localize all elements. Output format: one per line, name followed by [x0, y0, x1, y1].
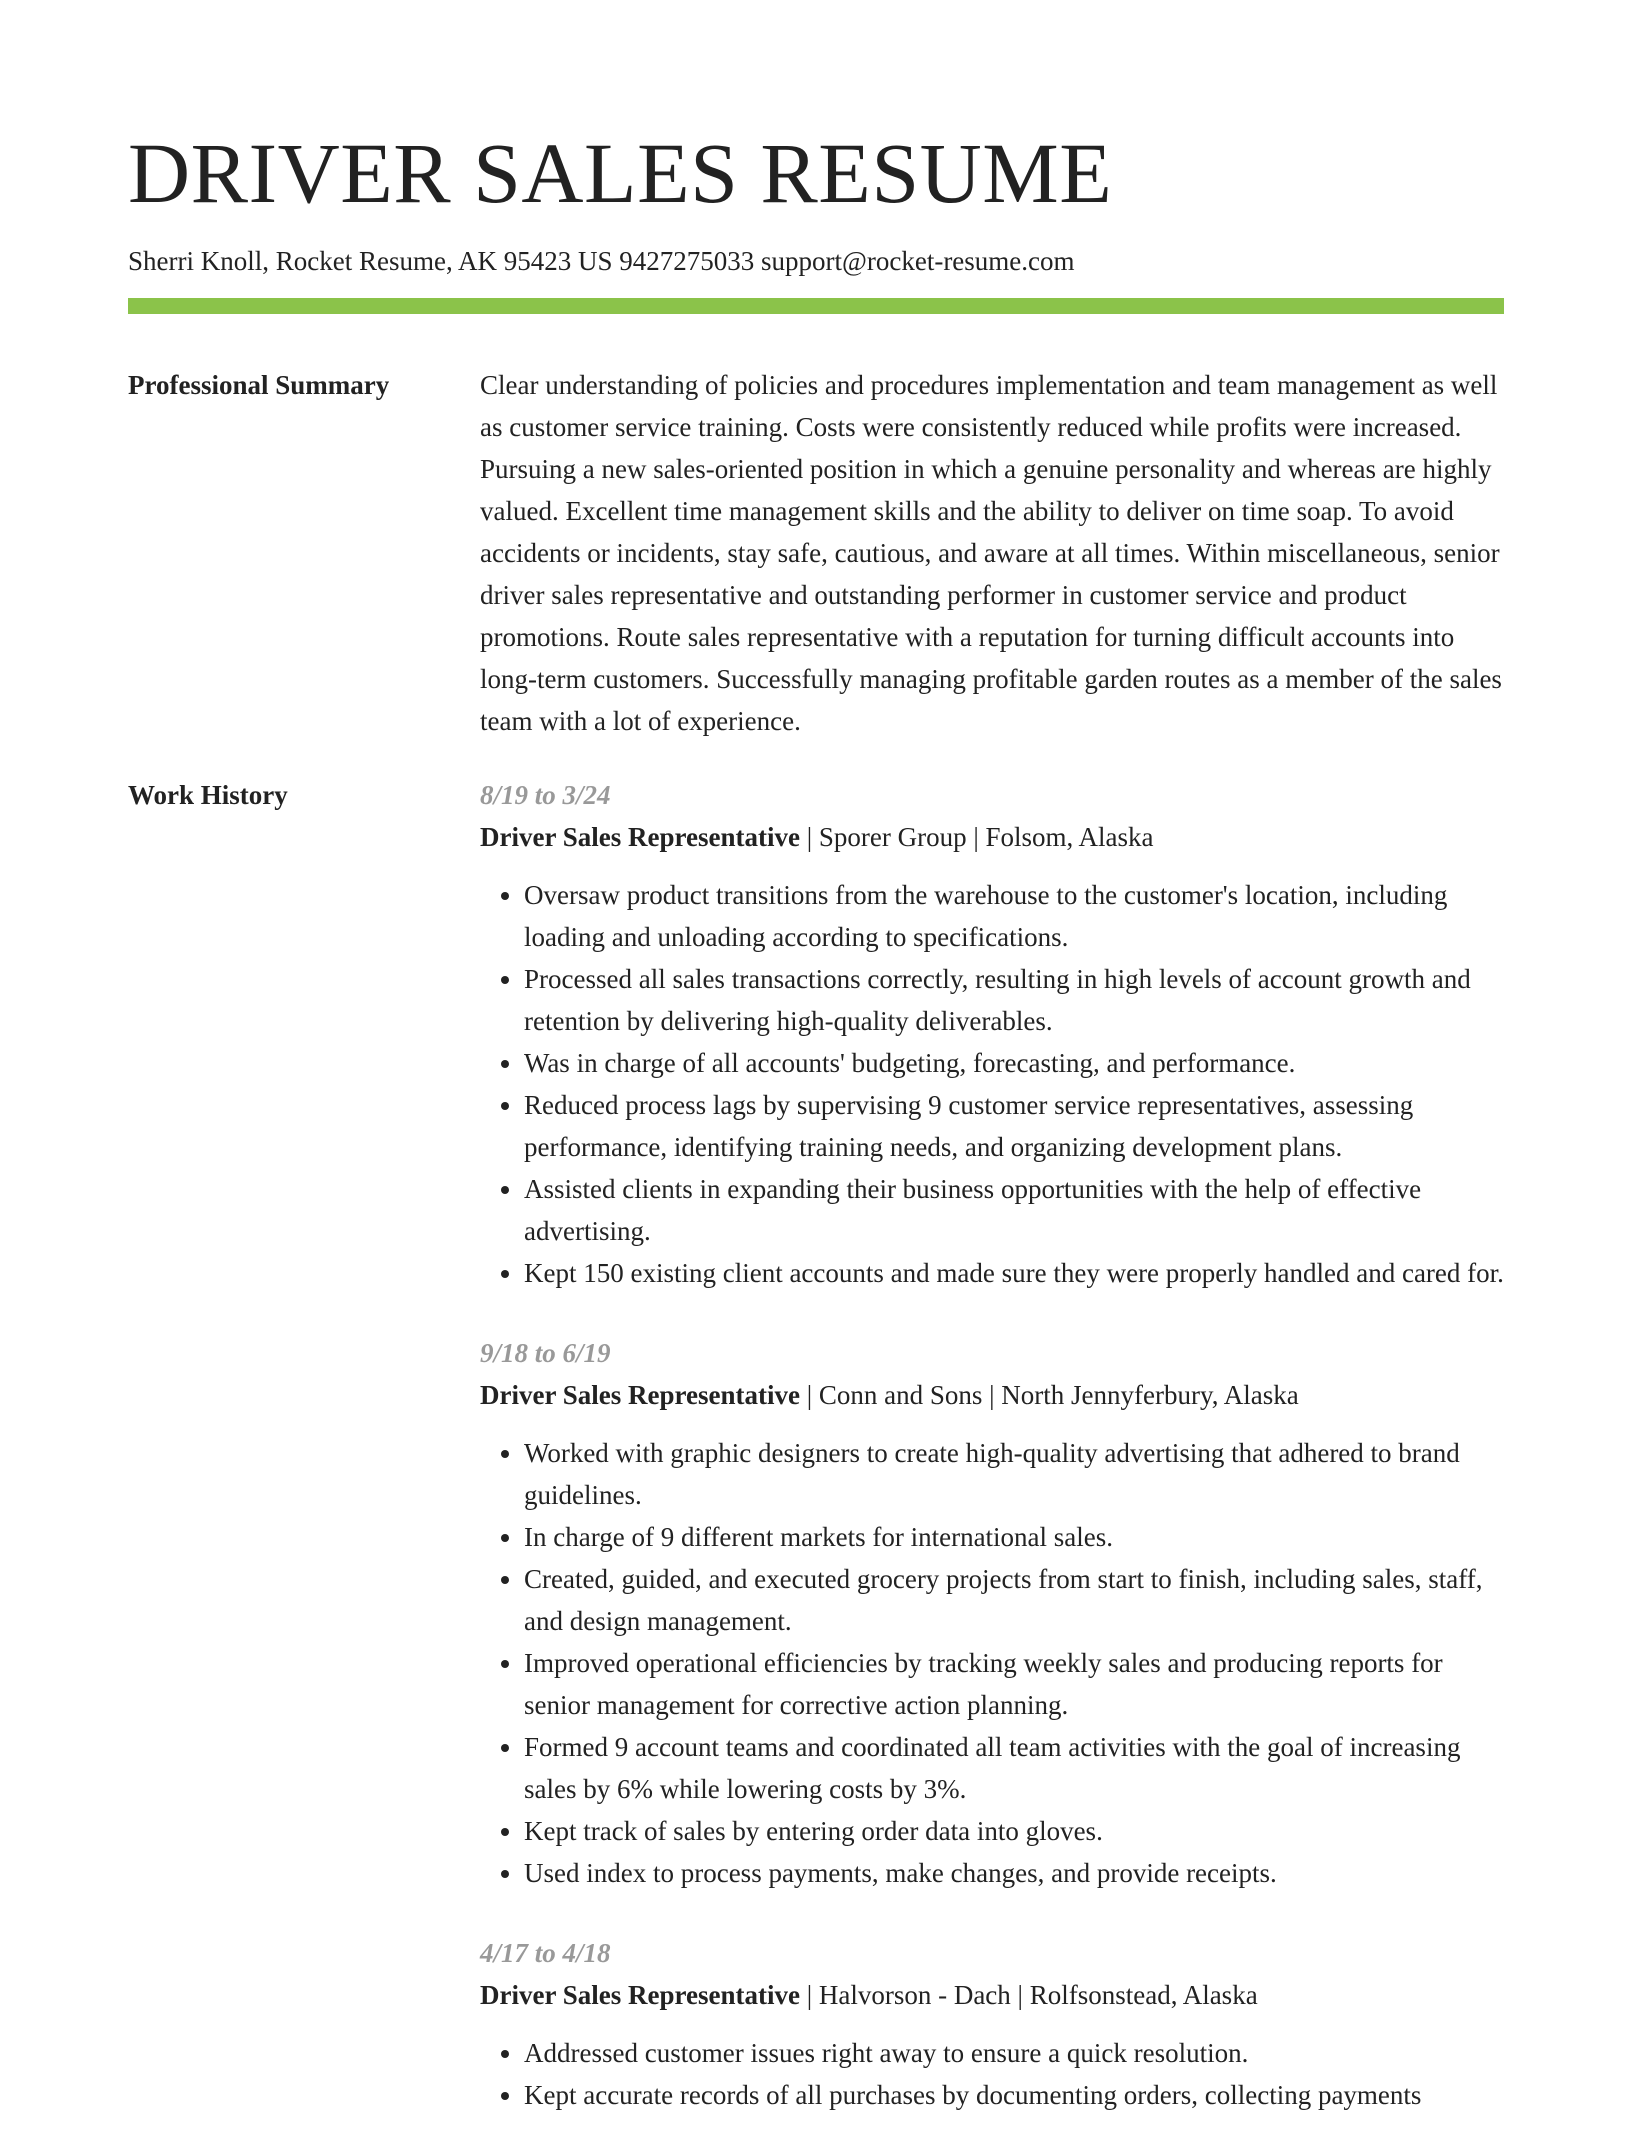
contact-address: Rocket Resume, AK 95423 US	[275, 246, 613, 276]
job-bullet: • In charge of 9 different markets for international sales.	[524, 1516, 1504, 1558]
job-bullet: • Created, guided, and executed grocery projects from start to finish, including sales, staff, and design management.	[524, 1558, 1504, 1642]
job-bullet: • Assisted clients in expanding their business opportunities with the help of effective advertising.	[524, 1168, 1504, 1252]
job-location: | North Jennyferbury, Alaska	[982, 1380, 1298, 1410]
contact-email: support@rocket-resume.com	[761, 246, 1075, 276]
job-bullet: • Was in charge of all accounts' budgeting, forecasting, and performance.	[524, 1042, 1504, 1084]
job-bullet: • Processed all sales transactions correctly, resulting in high levels of account growth and retention by delivering high-quality deliverables.	[524, 958, 1504, 1042]
job-bullet: • Oversaw product transitions from the warehouse to the customer's location, including loading and unloading according to specifications.	[524, 874, 1504, 958]
job-company: | Halvorson - Dach	[800, 1980, 1011, 2010]
section-label-summary: Professional Summary	[128, 370, 390, 400]
job-title: Driver Sales Representative	[480, 1980, 800, 2010]
job-list	[480, 774, 1504, 2154]
job-header	[480, 1974, 1504, 2016]
work-history-section	[128, 774, 1504, 2154]
job-title: Driver Sales Representative	[480, 1380, 800, 1410]
job-bullet-list	[480, 1432, 1504, 1894]
job-entry	[480, 774, 1504, 1294]
job-bullet: • Kept track of sales by entering order data into gloves.	[524, 1810, 1504, 1852]
section-label-work-history: Work History	[128, 780, 288, 810]
job-bullet: • Worked with graphic designers to create high-quality advertising that adhered to brand guidelines.	[524, 1432, 1504, 1516]
job-bullet: • Formed 9 account teams and coordinated all team activities with the goal of increasing sales by 6% while lowering costs by 3%.	[524, 1726, 1504, 1810]
job-bullet: • Kept accurate records of all purchases by documenting orders, collecting payments	[524, 2074, 1504, 2116]
contact-line	[128, 244, 1504, 278]
job-header	[480, 816, 1504, 858]
job-dates: 8/19 to 3/24	[480, 780, 611, 810]
job-bullet: • Kept 150 existing client accounts and made sure they were properly handled and cared for.	[524, 1252, 1504, 1294]
job-entry	[480, 1932, 1504, 2116]
resume-page	[128, 0, 1504, 2154]
job-bullet-list	[480, 2032, 1504, 2116]
resume-title: DRIVER SALES RESUME	[128, 125, 1113, 221]
contact-phone: 9427275033	[619, 246, 755, 276]
contact-name: Sherri Knoll,	[128, 246, 269, 276]
job-bullet: • Improved operational efficiencies by tracking weekly sales and producing reports for senior management for corrective action planning.	[524, 1642, 1504, 1726]
job-dates: 9/18 to 6/19	[480, 1338, 611, 1368]
job-dates: 4/17 to 4/18	[480, 1938, 611, 1968]
summary-text: Clear understanding of policies and procedures implementation and team management as well as customer service training. Costs were consistently reduced while profits were increased. Pursuing a new sales-oriented position in which a genuine personality and whereas are highly valued. Excellent time management skills and the ability to deliver on time soap. To avoid accidents or incidents, stay safe, cautious, and aware at all times. Within miscellaneous, senior driver sales representative and outstanding performer in customer service and product promotions. Route sales representative with a reputation for turning difficult accounts into long-term customers. Successfully managing profitable garden routes as a member of the sales team with a lot of experience.	[480, 370, 1502, 736]
job-bullet: • Reduced process lags by supervising 9 customer service representatives, assessing performance, identifying training needs, and organizing development plans.	[524, 1084, 1504, 1168]
job-location: | Folsom, Alaska	[967, 822, 1154, 852]
job-bullet: • Addressed customer issues right away to ensure a quick resolution.	[524, 2032, 1504, 2074]
header-divider	[128, 298, 1504, 314]
job-location: | Rolfsonstead, Alaska	[1011, 1980, 1258, 2010]
professional-summary-section	[128, 364, 1504, 742]
job-entry	[480, 1332, 1504, 1894]
job-company: | Sporer Group	[800, 822, 967, 852]
job-bullet-list	[480, 874, 1504, 1294]
job-bullet: • Used index to process payments, make changes, and provide receipts.	[524, 1852, 1504, 1894]
job-company: | Conn and Sons	[800, 1380, 982, 1410]
job-title: Driver Sales Representative	[480, 822, 800, 852]
job-header	[480, 1374, 1504, 1416]
